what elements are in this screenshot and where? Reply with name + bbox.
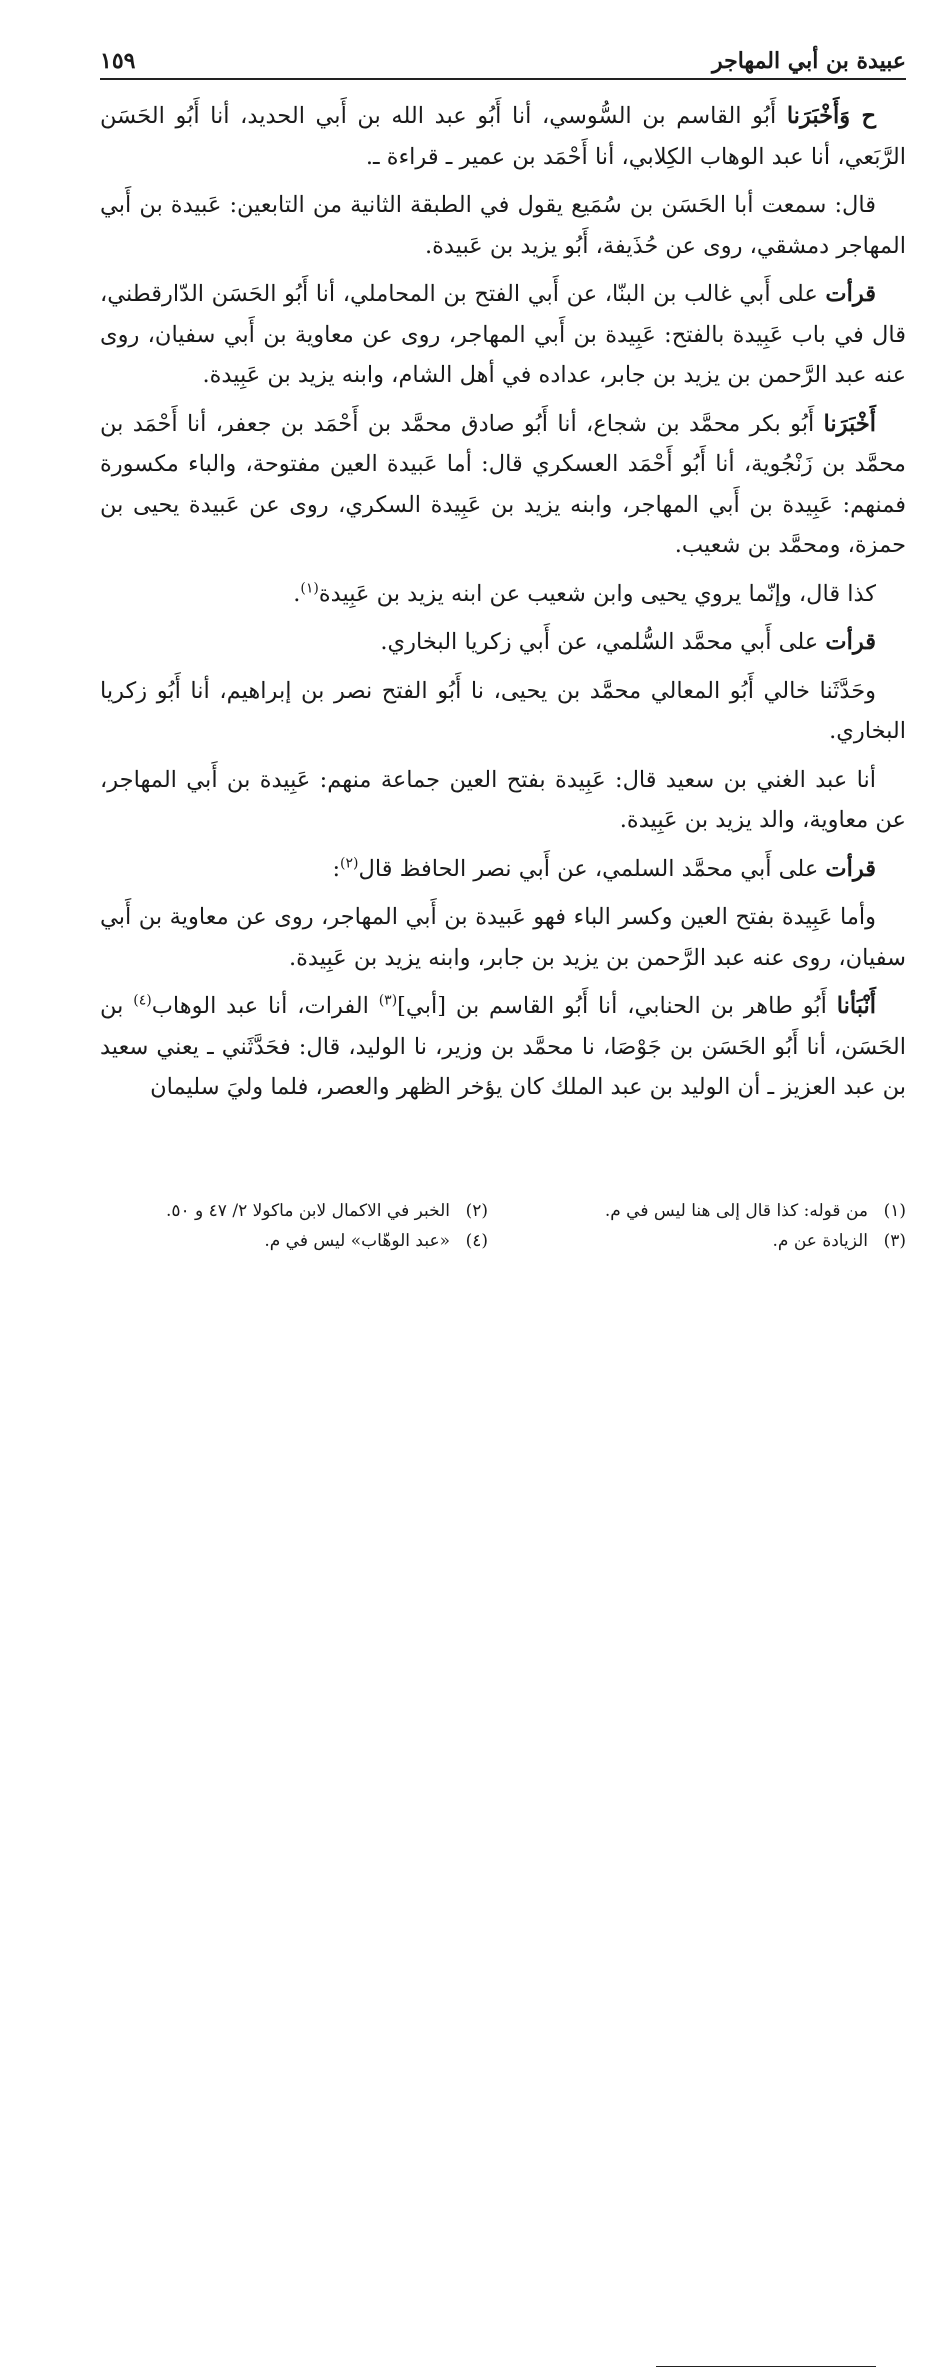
running-title: عبيدة بن أبي المهاجر	[711, 48, 906, 74]
page-header	[100, 38, 906, 80]
paragraph-text: أَبُو طاهر بن الحنابي، أنا أَبُو القاسم بن [أبي]	[397, 993, 837, 1019]
footnote-text: الخبر في الاكمال لابن ماكولا ٢/ ٤٧ و ٥٠.	[165, 1201, 450, 1221]
paragraph	[100, 671, 906, 752]
main-text	[100, 96, 906, 1116]
footnote-ref[interactable]: (١)	[300, 580, 319, 596]
paragraph-keyword: قرأت	[825, 629, 876, 655]
paragraph-keyword: ح وَأَخْبَرَنا	[786, 103, 876, 129]
paragraph-text: على أَبي غالب بن البنّا، عن أَبي الفتح بن المحاملي، أنا أَبُو الحَسَن الدّارقطني، قال في باب عَبِيدة بالفتح: عَبِيدة بن أَبي المهاجر، روى عن معاوية بن أَبي سفيان، روى عنه عبد الرَّحمن بن يزيد بن جابر، عداده في أهل الشام، وابنه يزيد بن عَبِيدة.	[100, 281, 906, 388]
footnote-text: الزيادة عن م.	[772, 1231, 868, 1251]
paragraph-tail: :	[332, 855, 341, 882]
footnote-item	[518, 1226, 906, 1256]
paragraph-text: على أَبي محمَّد السُّلمي، عن أَبي زكريا البخاري.	[380, 629, 826, 655]
paragraph-text: أنا عبد الغني بن سعيد قال: عَبِيدة بفتح العين جماعة منهم: عَبِيدة بن أَبي المهاجر، عن معاوية، والد يزيد بن عَبِيدة.	[100, 766, 906, 833]
paragraph	[100, 574, 906, 615]
footnote-number: (٤)	[465, 1231, 488, 1251]
paragraph-keyword: قرأت	[825, 281, 876, 307]
paragraph-tail: الفرات، أنا عبد الوهاب	[151, 993, 379, 1019]
paragraph-text: وأما عَبِيدة بفتح العين وكسر الباء فهو عَبيدة بن أَبي المهاجر، روى عن معاوية بن أَبي سفيان، روى عنه عبد الرَّحمن بن يزيد بن جابر، وابنه يزيد بن عَبِيدة.	[100, 904, 906, 971]
paragraph	[100, 274, 906, 396]
footnote-item	[100, 1226, 488, 1256]
paragraph	[100, 185, 906, 266]
paragraph-keyword: قرأت	[825, 855, 876, 882]
footnote-text: «عبد الوهّاب» ليس في م.	[264, 1231, 450, 1251]
paragraph	[100, 760, 906, 841]
page-number: ١٥٩	[100, 48, 136, 74]
paragraph	[100, 849, 906, 890]
paragraph-keyword: أَخْبَرَنا	[823, 410, 876, 437]
paragraph	[100, 897, 906, 978]
footnote-text: من قوله: كذا قال إلى هنا ليس في م.	[604, 1201, 868, 1221]
footnote-number: (٢)	[465, 1201, 488, 1221]
footnote-item	[100, 1196, 488, 1226]
paragraph-text: كذا قال، وإنّما يروي يحيى وابن شعيب عن ابنه يزيد بن عَبِيدة	[318, 580, 876, 607]
paragraph-text: أَبُو القاسم بن السُّوسي، أنا أَبُو عبد الله بن أَبي الحديد، أنا أَبُو الحَسَن الرَّبَعي، أنا عبد الوهاب الكِلابي، أنا أَحْمَد بن عمير ـ قراءة ـ.	[100, 103, 906, 170]
paragraph-text: أَبُو بكر محمَّد بن شجاع، أنا أَبُو صادق محمَّد بن أَحْمَد بن جعفر، أنا أَحْمَد بن محمَّد بن زَنْجُوية، أنا أَبُو أَحْمَد العسكري قال: أما عَبيدة العين مفتوحة، والباء مكسورة فمنهم: عَبِيدة بن أَبي المهاجر، وابنه يزيد بن عَبِيدة السكري، روى عن عَبيدة يحيى بن حمزة، ومحمَّد بن شعيب.	[100, 410, 906, 558]
paragraph-tail: بن الحَسَن، أنا أَبُو الحَسَن بن جَوْصَا، نا محمَّد بن وزير، نا الوليد، قال: فحَدَّثَني ـ يعني سعيد بن عبد العزيز ـ أن الوليد بن عبد الملك كان يؤخر الظهر والعصر، فلما وليَ سليمان	[100, 993, 906, 1100]
footnote-ref[interactable]: (٣)	[378, 992, 398, 1009]
footnote-item	[518, 1196, 906, 1226]
footnote-number: (٣)	[883, 1231, 906, 1251]
paragraph	[100, 986, 906, 1108]
footnote-ref[interactable]: (٢)	[340, 855, 359, 871]
paragraph-text: على أَبي محمَّد السلمي، عن أَبي نصر الحافظ قال	[358, 855, 826, 882]
footnote-ref[interactable]: (٤)	[133, 992, 152, 1009]
paragraph-tail: .	[293, 580, 301, 607]
paragraph	[100, 622, 906, 663]
footnote-number: (١)	[883, 1201, 906, 1221]
paragraph-text: قال: سمعت أبا الحَسَن بن سُمَيع يقول في الطبقة الثانية من التابعين: عَبيدة بن أَبي المهاجر دمشقي، روى عن حُذَيفة، أَبُو يزيد بن عَبيدة.	[100, 192, 906, 259]
footnotes	[100, 1196, 906, 1256]
paragraph	[100, 404, 906, 566]
paragraph-keyword: أَنْبَأنا	[836, 993, 876, 1019]
paragraph-text: وحَدَّثَنا خالي أَبُو المعالي محمَّد بن يحيى، نا أَبُو الفتح نصر بن إبراهيم، أنا أَبُو زكريا البخاري.	[100, 677, 906, 744]
footnote-separator	[100, 1183, 906, 1185]
paragraph	[100, 96, 906, 177]
